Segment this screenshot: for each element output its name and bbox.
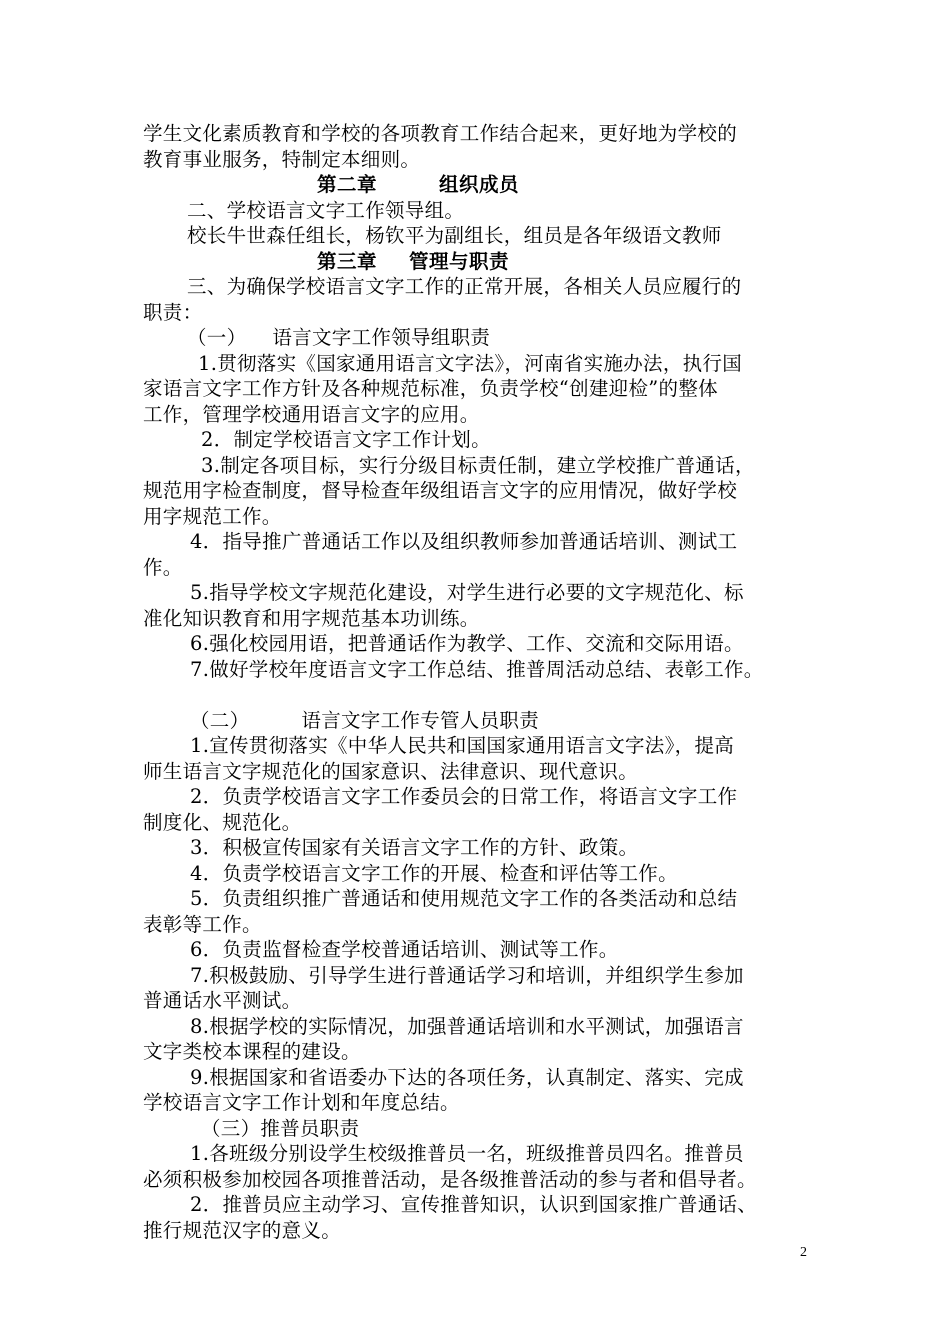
list-item-line: 6.强化校园用语，把普通话作为教学、工作、交流和交际用语。: [190, 632, 744, 655]
chapter-2-heading: [143, 172, 823, 198]
page-body: [143, 121, 823, 1243]
list-item-line: 5.指导学校文字规范化建设，对学生进行必要的文字规范化、标: [190, 581, 744, 604]
intro-line-1: 学生文化素质教育和学校的各项教育工作结合起来，更好地为学校的: [143, 122, 738, 145]
list-item-line: 9.根据国家和省语委办下达的各项任务，认真制定、落实、完成: [190, 1065, 744, 1089]
list-item-line: 4．指导推广普通话工作以及组织教师参加普通话培训、测试工: [190, 530, 738, 553]
list-item-line: 1.贯彻落实《国家通用语言文字法》，河南省实施办法，执行国: [198, 351, 743, 375]
list-item-line: 3.制定各项目标，实行分级目标责任制，建立学校推广普通话，: [201, 453, 755, 477]
section-3-line-2: 职责：: [143, 300, 203, 324]
list-item-line: 规范用字检查制度，督导检查年级组语言文字的应用情况，做好学校: [143, 479, 738, 502]
intro-line-2: 教育事业服务，特制定本细则。: [143, 147, 421, 171]
list-item-line: 4．负责学校语言文字工作的开展、检查和评估等工作。: [190, 861, 678, 885]
list-item-line: 2．负责学校语言文字工作委员会的日常工作，将语言文字工作: [190, 785, 738, 808]
list-item-line: 普通话水平测试。: [143, 989, 302, 1012]
list-item-line: 必须积极参加校园各项推普活动，是各级推普活动的参与者和倡导者。: [143, 1167, 757, 1191]
list-item-line: 文字类校本课程的建设。: [143, 1040, 361, 1063]
chapter-number: 第三章: [317, 249, 378, 273]
list-item-line: 2．推普员应主动学习、宣传推普知识，认识到国家推广普通话、: [190, 1193, 758, 1216]
chapter-3-heading: [143, 249, 823, 275]
list-item-line: 1.各班级分别设学生校级推普员一名，班级推普员四名。推普员: [190, 1142, 744, 1165]
list-item-line: 2．制定学校语言文字工作计划。: [201, 428, 491, 451]
list-item-line: 8.根据学校的实际情况，加强普通话培训和水平测试，加强语言: [190, 1014, 744, 1038]
list-item-line: 6．负责监督检查学校普通话培训、测试等工作。: [190, 938, 619, 961]
section-2-line-2: 校长牛世森任组长，杨钦平为副组长，组员是各年级语文教师: [187, 224, 722, 247]
list-item-line: 1.宣传贯彻落实《中华人民共和国国家通用语言文字法》，提高: [190, 734, 735, 757]
chapter-title: 组织成员: [439, 173, 520, 196]
list-item-line: 作。: [143, 555, 183, 579]
list-item-line: 推行规范汉字的意义。: [143, 1218, 342, 1242]
part-3-heading: （三）推普员职责: [201, 1116, 360, 1140]
list-item-line: 7.积极鼓励、引导学生进行普通话学习和培训，并组织学生参加: [190, 963, 744, 987]
blank-line: [143, 682, 823, 708]
list-item-line: 家语言文字工作方针及各种规范标准，负责学校“创建迎检”的整体: [143, 377, 718, 400]
list-item-line: 表彰等工作。: [143, 912, 262, 936]
list-item-line: 师生语言文字规范化的国家意识、法律意识、现代意识。: [143, 759, 639, 783]
section-2-line-1: 二、学校语言文字工作领导组。: [187, 198, 465, 222]
part-2-heading: [143, 708, 823, 734]
list-item-line: 3．积极宣传国家有关语言文字工作的方针、政策。: [190, 836, 639, 859]
part-number: （一）: [187, 326, 247, 349]
list-item-line: 7.做好学校年度语言文字工作总结、推普周活动总结、表彰工作。: [190, 657, 764, 681]
section-3-line-1: 三、为确保学校语言文字工作的正常开展，各相关人员应履行的: [187, 275, 742, 298]
part-title: 语言文字工作领导组职责: [272, 326, 491, 349]
chapter-number: 第二章: [317, 173, 378, 196]
part-title: 语言文字工作专管人员职责: [301, 708, 540, 732]
list-item-line: 工作，管理学校通用语言文字的应用。: [143, 402, 480, 426]
list-item-line: 制度化、规范化。: [143, 810, 302, 834]
part-number: （二）: [190, 708, 250, 732]
page-number: 2: [800, 1245, 807, 1260]
list-item-line: 用字规范工作。: [143, 504, 282, 528]
part-1-heading: [143, 325, 823, 351]
list-item-line: 5．负责组织推广普通话和使用规范文字工作的各类活动和总结: [190, 887, 738, 910]
list-item-line: 学校语言文字工作计划和年度总结。: [143, 1091, 460, 1114]
list-item-line: 准化知识教育和用字规范基本功训练。: [143, 606, 480, 630]
chapter-title: 管理与职责: [409, 249, 510, 273]
